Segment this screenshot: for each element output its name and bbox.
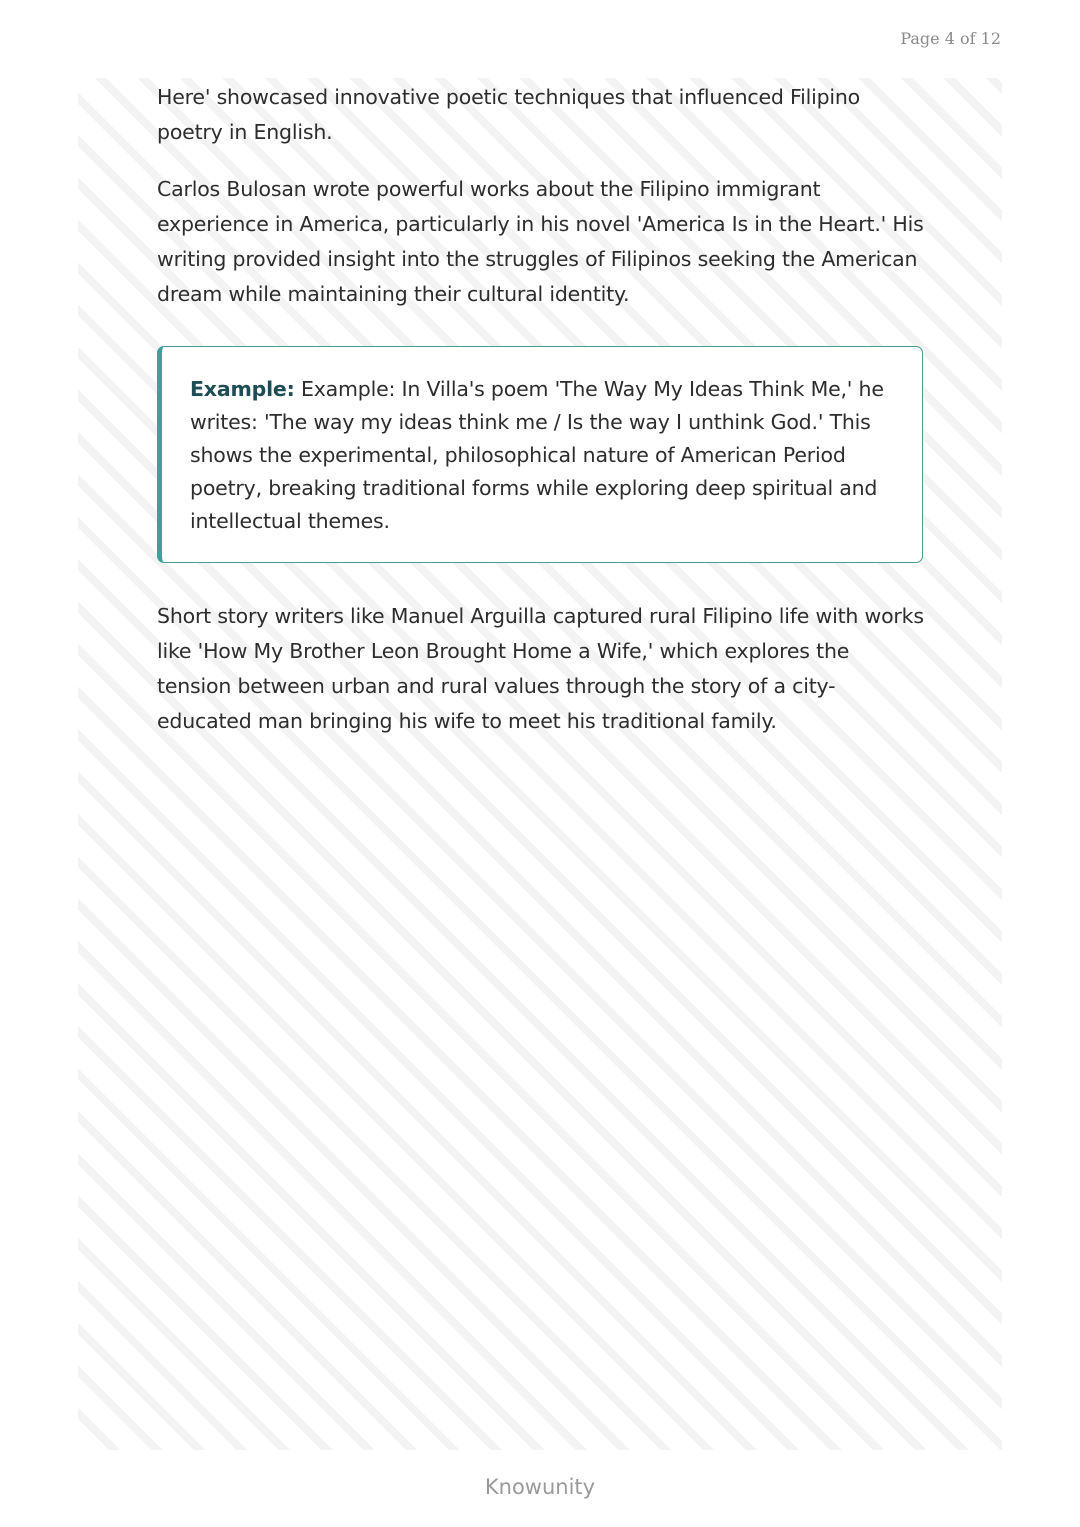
example-text: Example: In Villa's poem 'The Way My Ideas Think Me,' he writes: 'The way my ideas think me / Is the way I unthink God.' This shows the experimental, philosophical nature of American Period poetry, breaking traditional forms while exploring deep spiritual and intellectual themes. [190, 377, 884, 533]
paragraph-bulosan: Carlos Bulosan wrote powerful works about the Filipino immigrant experience in America, particularly in his novel 'America Is in the Heart.' His writing provided insight into the struggles of Filipinos seeking the American dream while maintaining their cultural identity. [157, 177, 924, 306]
footer-brand: Knowunity [484, 1475, 596, 1499]
example-content [190, 373, 892, 538]
document-body [157, 80, 927, 739]
paragraph-villa-techniques: Here' showcased innovative poetic techniques that influenced Filipino poetry in English. [157, 85, 861, 144]
example-callout [157, 346, 923, 563]
example-label: Example: [190, 377, 295, 401]
paragraph-arguilla: Short story writers like Manuel Arguilla captured rural Filipino life with works like 'How My Brother Leon Brought Home a Wife,' which explores the tension between urban and rural values through the story of a city-educated man bringing his wife to meet his traditional family. [157, 604, 924, 733]
page-number: Page 4 of 12 [900, 29, 1001, 48]
